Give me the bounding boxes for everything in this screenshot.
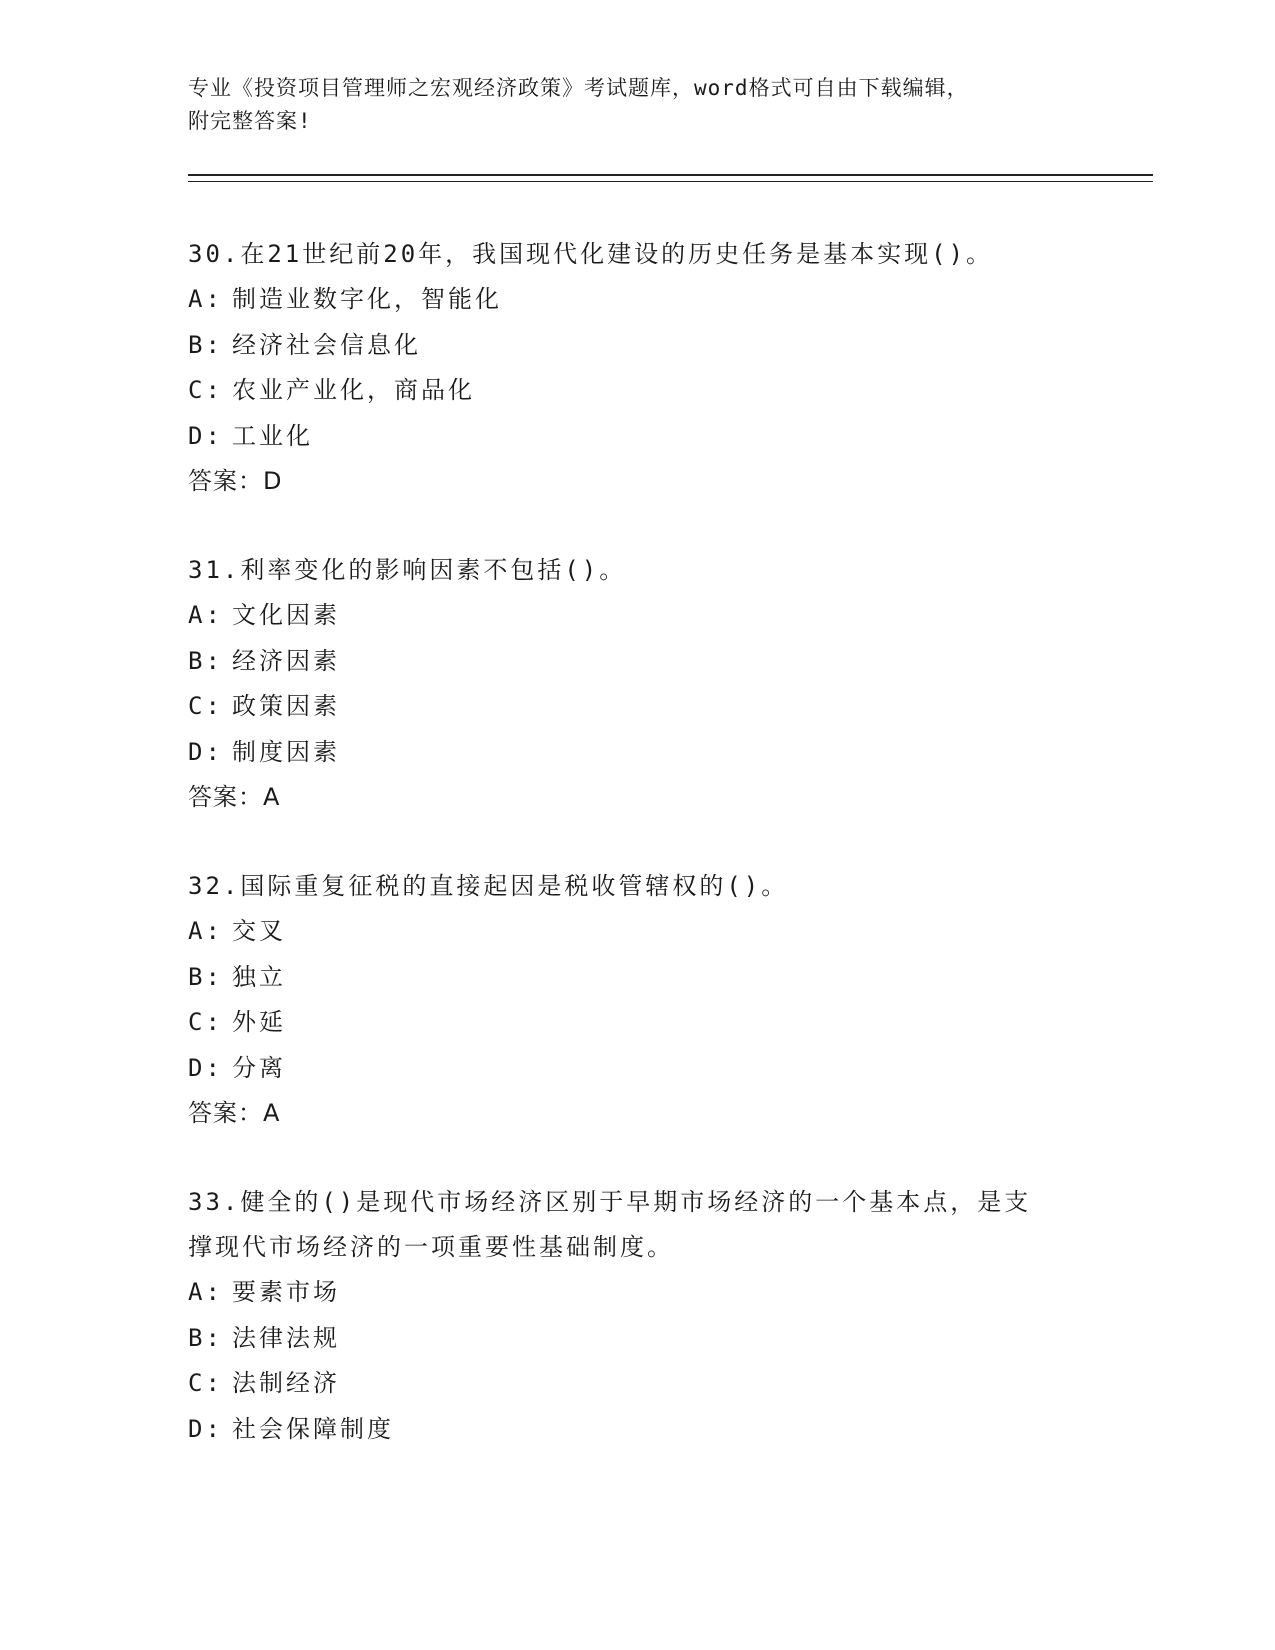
- question-33: [188, 1180, 1153, 1452]
- option-b: [188, 955, 1153, 1001]
- option-c: [188, 1000, 1153, 1046]
- option-d: [188, 414, 1153, 460]
- option-letter: B:: [188, 1323, 223, 1352]
- option-text: 法制经济: [232, 1369, 340, 1397]
- question-list: [188, 232, 1153, 1452]
- document-page: [188, 72, 1153, 1497]
- document-header: [188, 72, 1153, 138]
- header-line-2: 附完整答案!: [188, 109, 312, 133]
- option-letter: A:: [188, 285, 223, 313]
- answer-line: 答案：A: [188, 1099, 281, 1127]
- option-letter: D:: [188, 421, 223, 450]
- option-letter: D:: [188, 1414, 223, 1443]
- question-stem: 30.在21世纪前20年，我国现代化建设的历史任务是基本实现()。: [188, 240, 994, 268]
- question-stem: 32.国际重复征税的直接起因是税收管辖权的()。: [188, 872, 789, 900]
- option-letter: B:: [188, 962, 223, 991]
- header-line-1: 专业《投资项目管理师之宏观经济政策》考试题库，word格式可自由下载编辑，: [188, 76, 969, 100]
- option-text: 法律法规: [232, 1323, 340, 1352]
- option-a: [188, 1270, 1153, 1316]
- option-text: 经济社会信息化: [232, 330, 421, 359]
- option-text: 农业产业化，商品化: [232, 376, 475, 404]
- option-letter: A:: [188, 917, 223, 945]
- option-d: [188, 730, 1153, 776]
- option-text: 要素市场: [232, 1278, 340, 1306]
- question-stem: 31.利率变化的影响因素不包括()。: [188, 556, 627, 584]
- option-text: 政策因素: [232, 692, 340, 720]
- option-text: 社会保障制度: [232, 1414, 394, 1443]
- option-letter: A:: [188, 601, 223, 629]
- option-letter: A:: [188, 1278, 223, 1306]
- option-c: [188, 368, 1153, 414]
- option-text: 分离: [232, 1053, 286, 1082]
- question-32: [188, 864, 1153, 1135]
- option-text: 交叉: [232, 917, 286, 945]
- option-text: 制度因素: [232, 737, 340, 766]
- option-text: 制造业数字化，智能化: [232, 285, 502, 313]
- question-31: [188, 548, 1153, 819]
- option-letter: B:: [188, 646, 223, 675]
- option-text: 文化因素: [232, 601, 340, 629]
- question-30: [188, 232, 1153, 503]
- option-b: [188, 1316, 1153, 1362]
- option-letter: C:: [188, 692, 223, 720]
- option-letter: D:: [188, 1053, 223, 1082]
- option-c: [188, 1361, 1153, 1407]
- option-letter: D:: [188, 737, 223, 766]
- option-text: 独立: [232, 962, 286, 991]
- option-letter: C:: [188, 376, 223, 404]
- question-stem: 33.健全的()是现代市场经济区别于早期市场经济的一个基本点，是支撑现代市场经济的一项重要性基础制度。: [188, 1188, 1032, 1261]
- option-b: [188, 323, 1153, 369]
- option-a: [188, 593, 1153, 639]
- option-a: [188, 277, 1153, 323]
- option-letter: B:: [188, 330, 223, 359]
- answer-line: 答案：D: [188, 467, 283, 495]
- option-b: [188, 639, 1153, 685]
- option-text: 外延: [232, 1008, 286, 1036]
- option-c: [188, 684, 1153, 730]
- option-d: [188, 1407, 1153, 1453]
- option-a: [188, 909, 1153, 955]
- option-d: [188, 1046, 1153, 1092]
- header-divider: [188, 174, 1153, 182]
- option-letter: C:: [188, 1008, 223, 1036]
- option-text: 经济因素: [232, 646, 340, 675]
- option-text: 工业化: [232, 421, 313, 450]
- answer-line: 答案：A: [188, 783, 281, 811]
- option-letter: C:: [188, 1369, 223, 1397]
